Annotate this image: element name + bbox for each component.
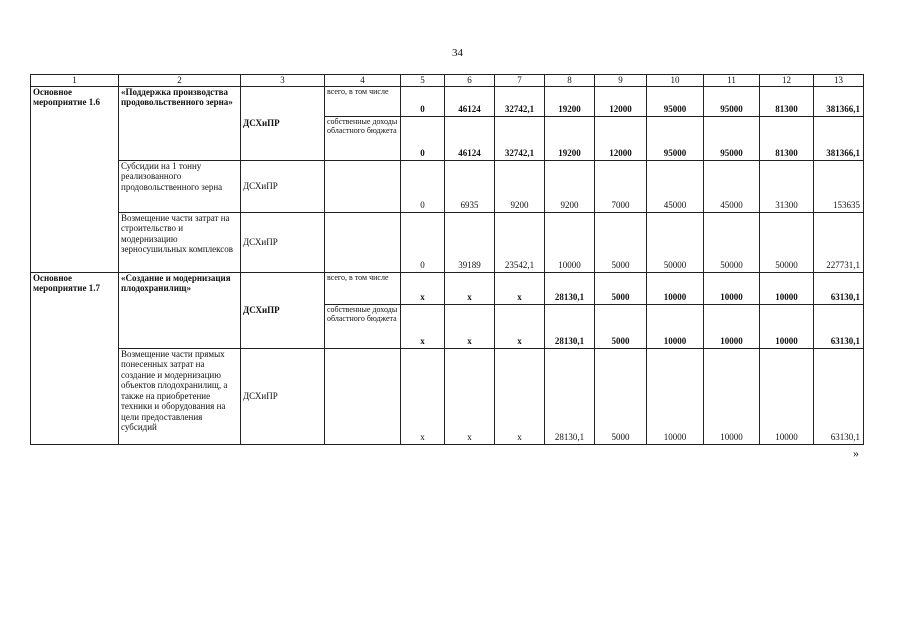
value-cell: х — [495, 272, 545, 304]
executor: ДСХиПР — [241, 348, 325, 444]
table-row — [31, 272, 864, 304]
value-cell: 5000 — [595, 272, 647, 304]
value-cell: 95000 — [647, 116, 704, 160]
header-cell: 13 — [814, 75, 864, 87]
subsidy-name: Возмещение части прямых понесенных затрат на создание и модернизацию объектов плодохранилищ, а также на приобретение техники и оборудования на цели предоставления субсидий — [119, 348, 241, 444]
value-cell: 28130,1 — [545, 348, 595, 444]
measure-title: «Создание и модернизация плодохранилищ» — [119, 272, 241, 348]
header-cell: 12 — [760, 75, 814, 87]
value-cell: 10000 — [647, 304, 704, 348]
executor: ДСХиПР — [241, 212, 325, 272]
header-cell: 5 — [401, 75, 445, 87]
funding-label: собственные доходы областного бюджета — [325, 116, 401, 160]
header-cell: 1 — [31, 75, 119, 87]
page-number: 34 — [452, 47, 463, 59]
value-cell: 95000 — [704, 86, 760, 116]
value-cell: 0 — [401, 116, 445, 160]
value-cell: 10000 — [760, 348, 814, 444]
value-cell: х — [495, 304, 545, 348]
funding-label — [325, 212, 401, 272]
header-cell: 8 — [545, 75, 595, 87]
value-cell: 19200 — [545, 86, 595, 116]
value-cell: 10000 — [647, 272, 704, 304]
value-cell: 45000 — [647, 160, 704, 212]
value-cell: х — [401, 348, 445, 444]
value-cell: 10000 — [704, 304, 760, 348]
value-cell: 63130,1 — [814, 348, 864, 444]
funding-label — [325, 160, 401, 212]
value-cell: 19200 — [545, 116, 595, 160]
table-row — [31, 348, 864, 444]
value-cell: 81300 — [760, 86, 814, 116]
header-cell: 10 — [647, 75, 704, 87]
value-cell: 9200 — [495, 160, 545, 212]
funding-label: собственные доходы областного бюджета — [325, 304, 401, 348]
measure-title: «Поддержка производства продовольственного зерна» — [119, 86, 241, 160]
value-cell: 12000 — [595, 116, 647, 160]
value-cell: 63130,1 — [814, 304, 864, 348]
header-cell: 3 — [241, 75, 325, 87]
value-cell: 12000 — [595, 86, 647, 116]
header-cell: 2 — [119, 75, 241, 87]
value-cell: 7000 — [595, 160, 647, 212]
funding-label: всего, в том числе — [325, 86, 401, 116]
header-cell: 6 — [445, 75, 495, 87]
measure-name: Основное мероприятие 1.7 — [31, 272, 119, 444]
header-cell: 11 — [704, 75, 760, 87]
value-cell: 5000 — [595, 212, 647, 272]
value-cell: 28130,1 — [545, 272, 595, 304]
executor: ДСХиПР — [241, 272, 325, 348]
measure-name: Основное мероприятие 1.6 — [31, 86, 119, 272]
value-cell: 28130,1 — [545, 304, 595, 348]
header-cell: 9 — [595, 75, 647, 87]
value-cell: х — [445, 304, 495, 348]
value-cell: 50000 — [704, 212, 760, 272]
value-cell: 10000 — [545, 212, 595, 272]
value-cell: 46124 — [445, 116, 495, 160]
value-cell: 10000 — [760, 272, 814, 304]
value-cell: 63130,1 — [814, 272, 864, 304]
value-cell: 31300 — [760, 160, 814, 212]
value-cell: 95000 — [704, 116, 760, 160]
table-row — [31, 212, 864, 272]
subsidy-name: Возмещение части затрат на строительство и модернизацию зерносушильных комплексов — [119, 212, 241, 272]
value-cell: 227731,1 — [814, 212, 864, 272]
value-cell: 381366,1 — [814, 116, 864, 160]
value-cell: 23542,1 — [495, 212, 545, 272]
funding-label: всего, в том числе — [325, 272, 401, 304]
value-cell: 0 — [401, 212, 445, 272]
value-cell: х — [401, 272, 445, 304]
table-row — [31, 86, 864, 116]
subsidy-name: Субсидии на 1 тонну реализованного продовольственного зерна — [119, 160, 241, 212]
value-cell: 81300 — [760, 116, 814, 160]
value-cell: х — [401, 304, 445, 348]
value-cell: 0 — [401, 86, 445, 116]
value-cell: 153635 — [814, 160, 864, 212]
value-cell: 10000 — [647, 348, 704, 444]
value-cell: 50000 — [760, 212, 814, 272]
value-cell: 50000 — [647, 212, 704, 272]
budget-table — [30, 74, 864, 445]
header-row — [31, 75, 864, 87]
executor: ДСХиПР — [241, 160, 325, 212]
header-cell: 7 — [495, 75, 545, 87]
value-cell: 9200 — [545, 160, 595, 212]
value-cell: 381366,1 — [814, 86, 864, 116]
value-cell: 10000 — [704, 348, 760, 444]
value-cell: х — [445, 348, 495, 444]
value-cell: 10000 — [760, 304, 814, 348]
executor: ДСХиПР — [241, 86, 325, 160]
funding-label — [325, 348, 401, 444]
value-cell: 5000 — [595, 348, 647, 444]
value-cell: 32742,1 — [495, 116, 545, 160]
table-row — [31, 160, 864, 212]
value-cell: 10000 — [704, 272, 760, 304]
value-cell: 95000 — [647, 86, 704, 116]
value-cell: 0 — [401, 160, 445, 212]
header-cell: 4 — [325, 75, 401, 87]
value-cell: 39189 — [445, 212, 495, 272]
value-cell: 45000 — [704, 160, 760, 212]
value-cell: 46124 — [445, 86, 495, 116]
value-cell: 5000 — [595, 304, 647, 348]
closing-quote: » — [853, 446, 859, 460]
value-cell: х — [495, 348, 545, 444]
value-cell: 6935 — [445, 160, 495, 212]
value-cell: х — [445, 272, 495, 304]
value-cell: 32742,1 — [495, 86, 545, 116]
